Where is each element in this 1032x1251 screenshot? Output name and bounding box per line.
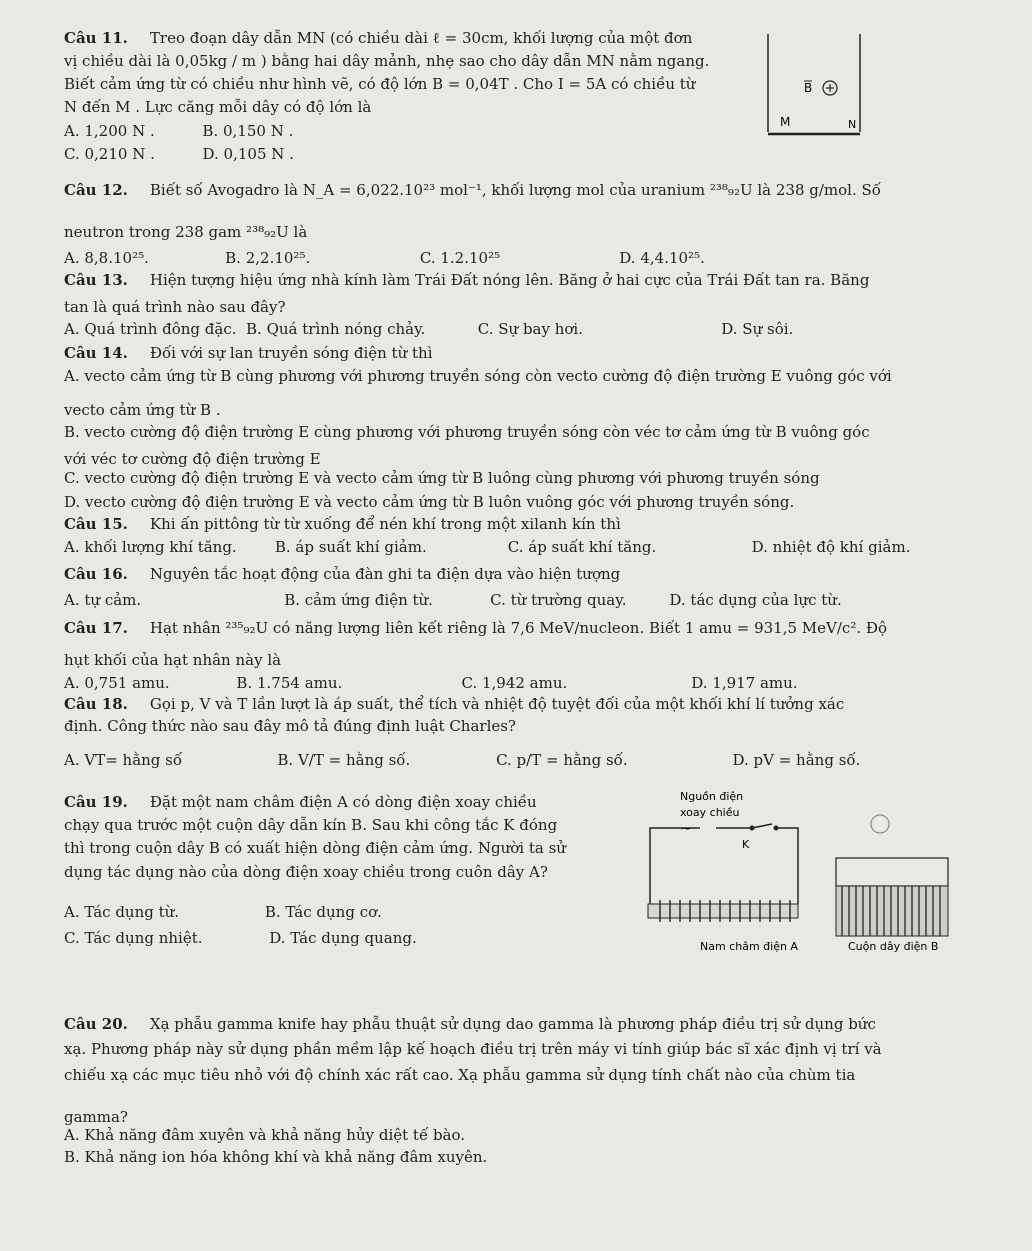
q18-number: Câu 18. bbox=[64, 695, 128, 713]
q19-line-4: dụng tác dụng nào của dòng điện xoay chiều trong cuôn dây A? bbox=[64, 863, 548, 881]
q12-number: Câu 12. bbox=[64, 181, 128, 199]
q19-options-cd: C. Tác dụng nhiệt. D. Tác dụng quang. bbox=[64, 929, 417, 947]
coil-b-label: Cuộn dây điện B bbox=[848, 940, 939, 953]
q20-number: Câu 20. bbox=[64, 1015, 128, 1033]
source-label-2: xoay chiều bbox=[680, 806, 740, 819]
q15-options: A. khối lượng khí tăng. B. áp suất khí giảm. C. áp suất khí tăng. D. nhiệt độ khí giảm. bbox=[64, 538, 911, 556]
q11-options-ab: A. 1,200 N . B. 0,150 N . bbox=[64, 122, 294, 140]
q14-line-1: Câu 14. Đối với sự lan truyền sóng điện từ thì bbox=[64, 344, 433, 362]
q11-options-cd: C. 0,210 N . D. 0,105 N . bbox=[64, 145, 294, 163]
q19-options-ab: A. Tác dụng từ. B. Tác dụng cơ. bbox=[64, 903, 382, 921]
q16-number: Câu 16. bbox=[64, 565, 128, 583]
q17-options: A. 0,751 amu. B. 1.754 amu. C. 1,942 amu. D. 1,917 amu. bbox=[64, 674, 798, 692]
q17-line-2: hụt khối của hạt nhân này là bbox=[64, 651, 282, 669]
switch-k-icon bbox=[752, 824, 772, 828]
magnet-a-label: Nam châm điện A bbox=[700, 940, 798, 953]
q17-number: Câu 17. bbox=[64, 619, 128, 637]
q13-options: A. Quá trình đông đặc. B. Quá trình nóng chảy. C. Sự bay hơi. D. Sự sôi. bbox=[64, 320, 794, 338]
switch-k-label: K bbox=[742, 838, 750, 851]
lamp-icon bbox=[871, 815, 889, 833]
q19-figure bbox=[640, 786, 960, 956]
q16-line-1: Câu 16. Nguyên tắc hoạt động của đàn ghi ta điện dựa vào hiện tượng bbox=[64, 565, 621, 583]
q11-line-3: Biết cảm ứng từ có chiều như hình vẽ, có độ lớn B = 0,04T . Cho I = 5A có chiều từ bbox=[64, 75, 696, 93]
q11-number: Câu 11. bbox=[64, 29, 128, 47]
q14-number: Câu 14. bbox=[64, 344, 128, 362]
point-n-label: N bbox=[848, 118, 857, 131]
coil-b-body bbox=[836, 886, 948, 936]
q14-option-b-1: B. vecto cường độ điện trường E cùng phương với phương truyền sóng còn véc tơ cảm ứng từ B vuông góc bbox=[64, 423, 870, 441]
q13-line-1: Câu 13. Hiện tượng hiệu ứng nhà kính làm Trái Đất nóng lên. Băng ở hai cực của Trái Đất tan ra. Băng bbox=[64, 271, 870, 289]
q19-line-1: Câu 19. Đặt một nam châm điện A có dòng điện xoay chiều bbox=[64, 793, 537, 811]
point-m-label: M bbox=[780, 115, 791, 129]
q19-number: Câu 19. bbox=[64, 793, 128, 811]
q14-option-d: D. vecto cường độ điện trường E và vecto cảm ứng từ B luôn vuông góc với phương truyền sóng. bbox=[64, 493, 795, 511]
q20-line-1: Câu 20. Xạ phẫu gamma knife hay phẫu thuật sử dụng dao gamma là phương pháp điều trị sử dụng bức bbox=[64, 1015, 876, 1033]
q20-line-4: gamma? bbox=[64, 1108, 128, 1126]
q20-line-3: chiếu xạ các mục tiêu nhỏ với độ chính xác rất cao. Xạ phẫu gamma sử dụng tính chất nào của chùm tia bbox=[64, 1066, 856, 1084]
q20-option-b: B. Khả năng ion hóa không khí và khả năng đâm xuyên. bbox=[64, 1148, 488, 1166]
q15-number: Câu 15. bbox=[64, 515, 128, 533]
q16-options: A. tự cảm. B. cảm ứng điện từ. C. từ trường quay. D. tác dụng của lực từ. bbox=[64, 591, 842, 609]
q18-line-2: định. Công thức nào sau đây mô tả đúng định luật Charles? bbox=[64, 717, 516, 735]
q14-option-a-2: vecto cảm ứng từ B . bbox=[64, 401, 221, 419]
coil-b-circuit bbox=[836, 858, 948, 886]
ac-symbol-icon: ~ bbox=[680, 821, 692, 837]
q11-figure bbox=[760, 30, 880, 150]
q14-option-b-2: với véc tơ cường độ điện trường E bbox=[64, 450, 321, 468]
q18-line-1: Câu 18. Gọi p, V và T lần lượt là áp suất, thể tích và nhiệt độ tuyệt đối của một khối khí lí tưởng xác bbox=[64, 695, 845, 713]
circuit-wire-right bbox=[776, 828, 798, 904]
q17-line-1: Câu 17. Hạt nhân ²³⁵₉₂U có năng lượng liên kết riêng là 7,6 MeV/nucleon. Biết 1 amu = 931,5 MeV/c². Độ bbox=[64, 619, 888, 637]
q12-options: A. 8,8.10²⁵. B. 2,2.10²⁵. C. 1.2.10²⁵ D. 4,4.10²⁵. bbox=[64, 249, 705, 267]
circuit-wire-left bbox=[650, 828, 700, 904]
q13-line-2: tan là quá trình nào sau đây? bbox=[64, 298, 286, 316]
field-b-label: B bbox=[804, 81, 813, 95]
q14-option-c: C. vecto cường độ điện trường E và vecto cảm ứng từ B luông cùng phương với phương truyền sóng bbox=[64, 469, 820, 487]
q12-line-1: Câu 12. Biết số Avogadro là N_A = 6,022.10²³ mol⁻¹, khối lượng mol của uranium ²³⁸₉₂U là 238 g/mol. Số bbox=[64, 181, 881, 199]
source-label-1: Nguồn điện bbox=[680, 790, 744, 803]
q12-line-2: neutron trong 238 gam ²³⁸₉₂U là bbox=[64, 223, 308, 241]
q20-option-a: A. Khả năng đâm xuyên và khả năng hủy diệt tế bào. bbox=[64, 1126, 466, 1144]
q19-line-2: chạy qua trước một cuộn dây dẫn kín B. Sau khi công tắc K đóng bbox=[64, 816, 558, 834]
q14-option-a-1: A. vecto cảm ứng từ B cùng phương với phương truyền sóng còn vecto cường độ điện trường E vuông góc với bbox=[64, 367, 892, 385]
q11-line-2: vị chiều dài là 0,05kg / m ) bằng hai dây mảnh, nhẹ sao cho dây dẫn MN nằm ngang. bbox=[64, 52, 710, 70]
q11-figure-drawing bbox=[760, 30, 880, 150]
q13-number: Câu 13. bbox=[64, 271, 128, 289]
q11-line-4: N đến M . Lực căng mỗi dây có độ lớn là bbox=[64, 98, 372, 116]
q15-line-1: Câu 15. Khi ấn pittông từ từ xuống để nén khí trong một xilanh kín thì bbox=[64, 515, 621, 533]
q20-line-2: xạ. Phương pháp này sử dụng phần mềm lập kế hoạch điều trị trên máy vi tính giúp bác sĩ xác định vị trí và bbox=[64, 1040, 882, 1058]
q18-options: A. VT= hằng số B. V/T = hằng số. C. p/T = hằng số. D. pV = hằng số. bbox=[64, 751, 861, 769]
q19-figure-drawing bbox=[640, 786, 960, 956]
q19-line-3: thì trong cuộn dây B có xuất hiện dòng điện cảm ứng. Người ta sử bbox=[64, 839, 566, 857]
q11-line-1: Câu 11. Treo đoạn dây dẫn MN (có chiều dài ℓ = 30cm, khối lượng của một đơn bbox=[64, 29, 693, 47]
